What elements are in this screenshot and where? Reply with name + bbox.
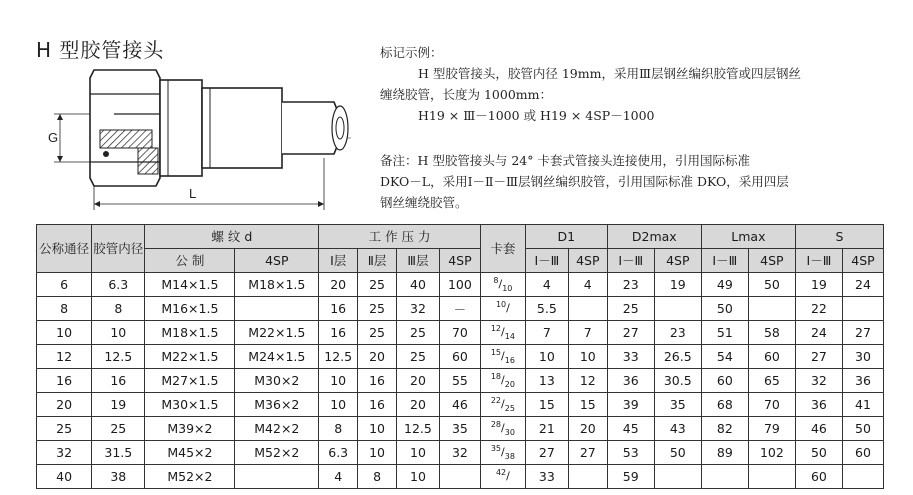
header-thread-4sp: 4SP — [235, 249, 319, 273]
cell-hose: 16 — [92, 369, 145, 393]
header-lmax: Lmax — [701, 225, 795, 249]
ferrule-numerator: 12 — [490, 324, 502, 334]
cell-p3: 40 — [396, 273, 439, 297]
cell-la: 60 — [701, 369, 748, 393]
cell-la: 89 — [701, 441, 748, 465]
cell-p2: 25 — [358, 297, 397, 321]
cell-d1a: 10 — [525, 345, 568, 369]
cell-d2a: 23 — [607, 273, 654, 297]
cell-sa: 27 — [795, 345, 842, 369]
cell-sa: 22 — [795, 297, 842, 321]
cell-m4: M36×2 — [235, 393, 319, 417]
ferrule-denominator: 10 — [502, 283, 513, 293]
table-row — [37, 465, 884, 489]
header-s: S — [795, 225, 883, 249]
cell-d1b: 4 — [568, 273, 607, 297]
cell-hose: 25 — [92, 417, 145, 441]
cell-p1: 16 — [319, 297, 358, 321]
cell-d1a: 5.5 — [525, 297, 568, 321]
remark — [380, 150, 875, 213]
cell-d1a: 33 — [525, 465, 568, 489]
cell-d1b: 27 — [568, 441, 607, 465]
cell-p4: 100 — [439, 273, 480, 297]
notes-heading: 标记示例： — [380, 45, 443, 60]
cell-d2b: 43 — [654, 417, 701, 441]
cell-d1b: 15 — [568, 393, 607, 417]
cell-p2: 8 — [358, 465, 397, 489]
cell-sa: 32 — [795, 369, 842, 393]
cell-lb: 70 — [748, 393, 795, 417]
ferrule-denominator: 25 — [504, 403, 515, 413]
header-d2-4sp: 4SP — [654, 249, 701, 273]
cell-m: M27×1.5 — [145, 369, 235, 393]
cell-d1a: 21 — [525, 417, 568, 441]
cell-m4: M30×2 — [235, 369, 319, 393]
header-l-i-iii: Ⅰ－Ⅲ — [701, 249, 748, 273]
cell-p2: 20 — [358, 345, 397, 369]
cell-lb: 50 — [748, 273, 795, 297]
header-d2: D2max — [607, 225, 701, 249]
cell-ferrule: $^{12}/_{14}$ — [480, 321, 525, 345]
cell-lb: 65 — [748, 369, 795, 393]
header-ferrule: 卡套 — [480, 225, 525, 273]
cell-p3: 10 — [396, 465, 439, 489]
cell-lb — [748, 465, 795, 489]
dim-l-label: L — [189, 186, 197, 201]
cell-ferrule: $^{42}$/ — [480, 465, 525, 489]
cell-p4: 35 — [439, 417, 480, 441]
cell-d2b: 23 — [654, 321, 701, 345]
cell-m4 — [235, 297, 319, 321]
header-d1-4sp: 4SP — [568, 249, 607, 273]
cell-sa: 19 — [795, 273, 842, 297]
ferrule-numerator: 18 — [490, 372, 502, 382]
cell-p4: 60 — [439, 345, 480, 369]
cell-ferrule: $^8/_{10}$ — [480, 273, 525, 297]
notes-line-2: 缠绕胶管，长度为 1000mm： — [380, 87, 552, 102]
cell-p3: 32 — [396, 297, 439, 321]
cell-hose: 31.5 — [92, 441, 145, 465]
cell-ferrule: $^{22}/_{25}$ — [480, 393, 525, 417]
cell-p2: 10 — [358, 417, 397, 441]
cell-d1b: 12 — [568, 369, 607, 393]
page-title: H 型胶管接头 — [36, 38, 165, 62]
cell-d2a: 39 — [607, 393, 654, 417]
cell-m: M39×2 — [145, 417, 235, 441]
table-row — [37, 417, 884, 441]
cell-ferrule: $^{18}/_{20}$ — [480, 369, 525, 393]
remark-line-2: DKO－L，采用Ⅰ－Ⅱ－Ⅲ层钢丝编织胶管，引用国际标准 DKO，采用四层 — [380, 174, 789, 189]
cell-sb — [842, 297, 883, 321]
cell-p3: 10 — [396, 441, 439, 465]
cell-sb: 50 — [842, 417, 883, 441]
cell-m4: M42×2 — [235, 417, 319, 441]
cell-p2: 10 — [358, 441, 397, 465]
header-nominal: 公称通径 — [37, 225, 92, 273]
cell-ferrule: $^{10}$/ — [480, 297, 525, 321]
cell-dn: 40 — [37, 465, 92, 489]
cell-d2a: 45 — [607, 417, 654, 441]
spec-table-body — [37, 273, 884, 489]
cell-p3: 20 — [396, 393, 439, 417]
cell-d2a: 59 — [607, 465, 654, 489]
cell-p3: 25 — [396, 345, 439, 369]
ferrule-numerator: 8 — [493, 276, 499, 286]
cell-sa: 50 — [795, 441, 842, 465]
cell-p1: 20 — [319, 273, 358, 297]
header-p1: Ⅰ层 — [319, 249, 358, 273]
cell-p1: 6.3 — [319, 441, 358, 465]
fitting-drawing — [34, 58, 364, 218]
cell-dn: 20 — [37, 393, 92, 417]
table-row — [37, 297, 884, 321]
cell-sa: 36 — [795, 393, 842, 417]
cell-p3: 25 — [396, 321, 439, 345]
table-row — [37, 393, 884, 417]
cell-sb: 30 — [842, 345, 883, 369]
cell-m4: M52×2 — [235, 441, 319, 465]
cell-dn: 6 — [37, 273, 92, 297]
cell-p4: 46 — [439, 393, 480, 417]
cell-p4 — [439, 465, 480, 489]
cell-lb: 79 — [748, 417, 795, 441]
cell-d1a: 15 — [525, 393, 568, 417]
cell-la: 54 — [701, 345, 748, 369]
cell-sa: 60 — [795, 465, 842, 489]
cell-p1: 8 — [319, 417, 358, 441]
cell-sb: 36 — [842, 369, 883, 393]
cell-lb: 58 — [748, 321, 795, 345]
cell-hose: 8 — [92, 297, 145, 321]
cell-p3: 12.5 — [396, 417, 439, 441]
notes-line-1: H 型胶管接头，胶管内径 19mm，采用Ⅲ层钢丝编织胶管或四层钢丝 — [418, 66, 802, 81]
cell-m: M45×2 — [145, 441, 235, 465]
ferrule-numerator: 15 — [490, 348, 502, 358]
cell-p1: 10 — [319, 393, 358, 417]
cell-p4: 70 — [439, 321, 480, 345]
cell-hose: 19 — [92, 393, 145, 417]
header-d2-i-iii: Ⅰ－Ⅲ — [607, 249, 654, 273]
cell-la: 68 — [701, 393, 748, 417]
table-row — [37, 345, 884, 369]
header-p3: Ⅲ层 — [396, 249, 439, 273]
cell-d2b: 35 — [654, 393, 701, 417]
cell-sb — [842, 465, 883, 489]
remark-line-1: 备注：H 型胶管接头与 24° 卡套式管接头连接使用，引用国际标准 — [380, 153, 750, 168]
header-s-4sp: 4SP — [842, 249, 883, 273]
header-p2: Ⅱ层 — [358, 249, 397, 273]
cell-lb: 102 — [748, 441, 795, 465]
dim-g-label: G — [48, 130, 59, 145]
cell-m: M30×1.5 — [145, 393, 235, 417]
cell-dn: 16 — [37, 369, 92, 393]
cell-d1a: 7 — [525, 321, 568, 345]
cell-d1a: 27 — [525, 441, 568, 465]
header-p4: 4SP — [439, 249, 480, 273]
table-row — [37, 321, 884, 345]
header-d1: D1 — [525, 225, 607, 249]
cell-d2b: 30.5 — [654, 369, 701, 393]
cell-hose: 10 — [92, 321, 145, 345]
cell-la: 49 — [701, 273, 748, 297]
cell-m4: M22×1.5 — [235, 321, 319, 345]
cell-d1a: 13 — [525, 369, 568, 393]
cell-d2b: 26.5 — [654, 345, 701, 369]
ferrule-denominator: 30 — [504, 427, 515, 437]
ferrule-numerator: 35 — [490, 444, 502, 454]
ferrule-denominator: 14 — [504, 331, 515, 341]
cell-lb — [748, 297, 795, 321]
cell-dn: 32 — [37, 441, 92, 465]
ferrule-denominator: 38 — [504, 451, 515, 461]
cell-m: M14×1.5 — [145, 273, 235, 297]
cell-m4: M24×1.5 — [235, 345, 319, 369]
cell-p1: 12.5 — [319, 345, 358, 369]
header-d1-i-iii: Ⅰ－Ⅲ — [525, 249, 568, 273]
cell-d2a: 25 — [607, 297, 654, 321]
cell-p4: 32 — [439, 441, 480, 465]
cell-m4: M18×1.5 — [235, 273, 319, 297]
marking-example — [380, 42, 890, 126]
cell-sb: 24 — [842, 273, 883, 297]
ferrule-numerator: 42 — [495, 468, 507, 478]
cell-m: M22×1.5 — [145, 345, 235, 369]
cell-m: M18×1.5 — [145, 321, 235, 345]
cell-d2b: 50 — [654, 441, 701, 465]
ferrule-numerator: 22 — [490, 396, 502, 406]
cell-sb: 27 — [842, 321, 883, 345]
cell-dn: 12 — [37, 345, 92, 369]
cell-d1b: 20 — [568, 417, 607, 441]
ferrule-denominator: 20 — [504, 379, 515, 389]
ferrule-numerator: 10 — [495, 300, 507, 310]
header-s-i-iii: Ⅰ－Ⅲ — [795, 249, 842, 273]
cell-p4: － — [439, 297, 480, 321]
cell-ferrule: $^{15}/_{16}$ — [480, 345, 525, 369]
table-row — [37, 369, 884, 393]
cell-la: 82 — [701, 417, 748, 441]
cell-d2a: 27 — [607, 321, 654, 345]
cell-m4 — [235, 465, 319, 489]
cell-dn: 8 — [37, 297, 92, 321]
header-pressure: 工 作 压 力 — [319, 225, 481, 249]
cell-d1b — [568, 465, 607, 489]
cell-la — [701, 465, 748, 489]
cell-d2a: 53 — [607, 441, 654, 465]
cell-p4: 55 — [439, 369, 480, 393]
header-hose: 胶管内径 — [92, 225, 145, 273]
cell-d1b: 10 — [568, 345, 607, 369]
cell-sb: 41 — [842, 393, 883, 417]
cell-lb: 60 — [748, 345, 795, 369]
ferrule-denominator: 16 — [504, 355, 515, 365]
cell-sa: 24 — [795, 321, 842, 345]
cell-p1: 16 — [319, 321, 358, 345]
cell-p1: 10 — [319, 369, 358, 393]
cell-hose: 6.3 — [92, 273, 145, 297]
cell-la: 50 — [701, 297, 748, 321]
cell-p2: 16 — [358, 393, 397, 417]
cell-d2b: 19 — [654, 273, 701, 297]
cell-d1b: 7 — [568, 321, 607, 345]
cell-d1b — [568, 297, 607, 321]
cell-ferrule: $^{35}/_{38}$ — [480, 441, 525, 465]
remark-line-3: 钢丝缠绕胶管。 — [380, 195, 468, 210]
notes-line-3: H19 × Ⅲ－1000 或 H19 × 4SP－1000 — [418, 108, 655, 123]
cell-sb: 60 — [842, 441, 883, 465]
cell-la: 51 — [701, 321, 748, 345]
cell-m: M16×1.5 — [145, 297, 235, 321]
header-l-4sp: 4SP — [748, 249, 795, 273]
cell-d2b — [654, 297, 701, 321]
table-row — [37, 441, 884, 465]
cell-m: M52×2 — [145, 465, 235, 489]
cell-p2: 25 — [358, 273, 397, 297]
cell-hose: 12.5 — [92, 345, 145, 369]
cell-d2a: 36 — [607, 369, 654, 393]
cell-p2: 25 — [358, 321, 397, 345]
cell-p1: 4 — [319, 465, 358, 489]
table-row — [37, 273, 884, 297]
cell-p2: 16 — [358, 369, 397, 393]
cell-p3: 20 — [396, 369, 439, 393]
spec-table — [36, 224, 884, 489]
cell-d1a: 4 — [525, 273, 568, 297]
cell-d2b — [654, 465, 701, 489]
cell-sa: 46 — [795, 417, 842, 441]
header-thread: 螺 纹 d — [145, 225, 319, 249]
cell-hose: 38 — [92, 465, 145, 489]
cell-dn: 25 — [37, 417, 92, 441]
ferrule-numerator: 28 — [490, 420, 502, 430]
cell-ferrule: $^{28}/_{30}$ — [480, 417, 525, 441]
cell-d2a: 33 — [607, 345, 654, 369]
header-thread-metric: 公 制 — [145, 249, 235, 273]
cell-dn: 10 — [37, 321, 92, 345]
